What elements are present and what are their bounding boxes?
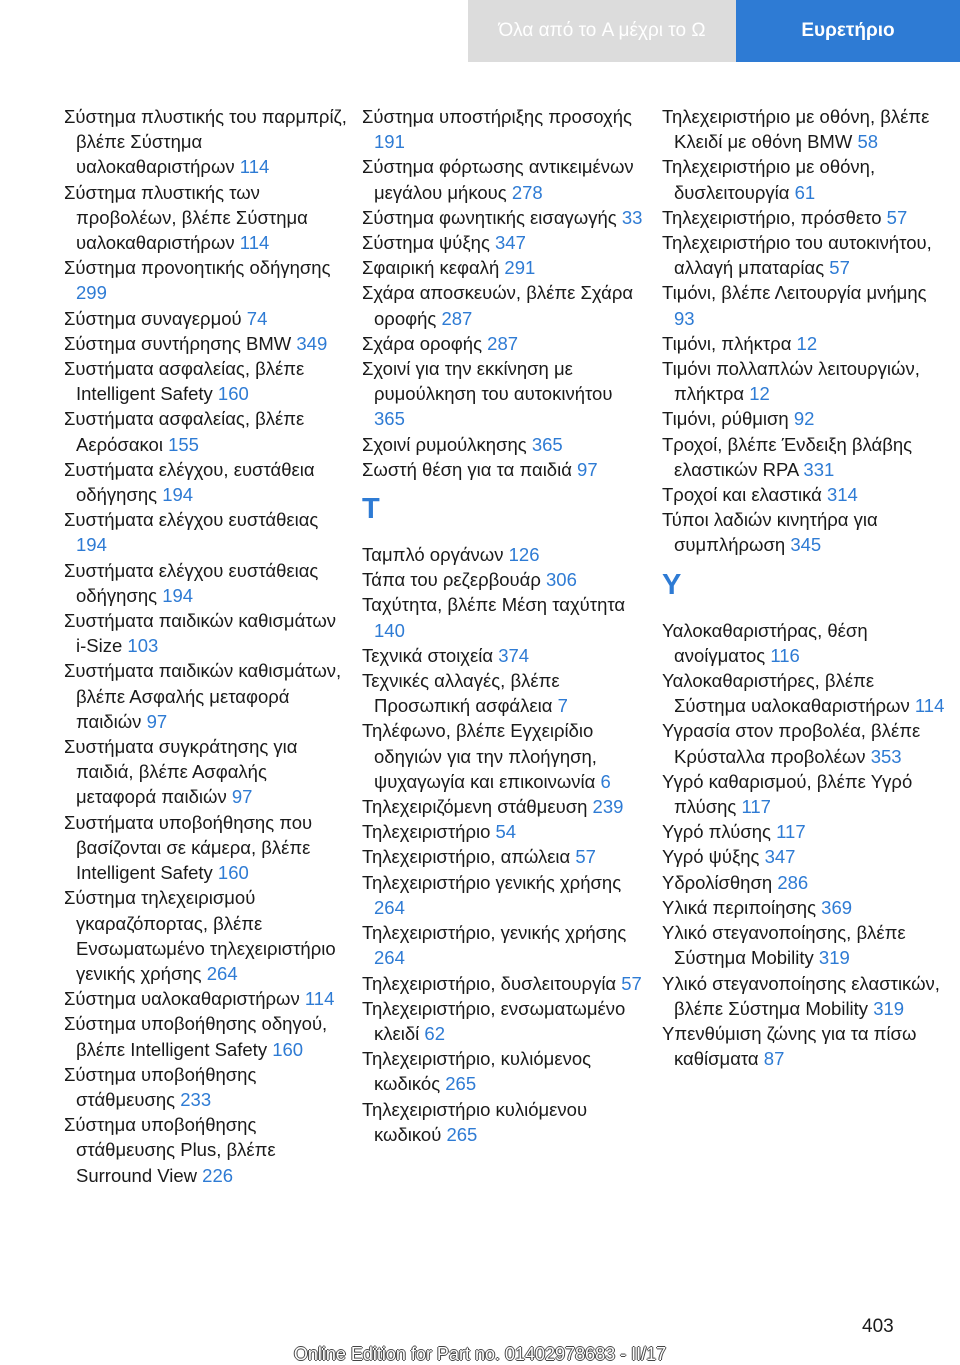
index-entry bbox=[64, 658, 350, 734]
index-entry bbox=[662, 154, 948, 204]
index-entry-text: Σύστημα υαλοκαθαριστήρων bbox=[64, 988, 300, 1010]
index-entry bbox=[362, 567, 648, 592]
index-entry bbox=[64, 558, 350, 608]
page-reference-link[interactable]: 117 bbox=[741, 796, 771, 818]
page-reference-link[interactable]: 117 bbox=[776, 821, 806, 843]
page-reference-link[interactable]: 365 bbox=[531, 433, 563, 455]
index-entry bbox=[662, 870, 948, 895]
index-entry bbox=[662, 205, 948, 230]
page-reference-link[interactable]: 97 bbox=[146, 710, 168, 732]
page-reference-link[interactable]: 97 bbox=[231, 786, 253, 808]
index-entry-text: Σύστημα πλυστικής του παρμπρίζ, βλέπε Σύστημα υαλοκαθαριστήρων bbox=[64, 106, 347, 178]
page-reference-link[interactable]: 347 bbox=[495, 232, 526, 254]
index-entry bbox=[64, 608, 350, 658]
page-reference-link[interactable]: 239 bbox=[592, 796, 624, 818]
index-entry bbox=[362, 457, 648, 482]
index-entry bbox=[362, 356, 648, 432]
index-entry-text: Τεχνικές αλλαγές, βλέπε Προσωπική ασφάλεια bbox=[362, 670, 560, 717]
page-reference-link[interactable]: 12 bbox=[749, 383, 770, 405]
index-entry-text: Σύστημα ψύξης bbox=[362, 232, 490, 254]
page-reference-link[interactable]: 349 bbox=[296, 332, 328, 354]
index-entry bbox=[362, 230, 648, 255]
index-entry-text: Τιμόνι πολλαπλών λειτουργιών, πλήκτρα bbox=[662, 358, 920, 405]
index-entry bbox=[362, 668, 648, 718]
index-entry bbox=[362, 819, 648, 844]
page-reference-link[interactable]: 57 bbox=[886, 206, 908, 228]
page-reference-link[interactable]: 155 bbox=[168, 433, 199, 455]
page-number: 403 bbox=[862, 1316, 894, 1337]
header-index-tab[interactable]: Ευρετήριο bbox=[736, 0, 960, 62]
page-reference-link[interactable]: 140 bbox=[374, 619, 405, 641]
index-entry-text: Τηλεχειριστήριο, ενσωματωμένο κλειδί bbox=[362, 997, 626, 1044]
index-entry-text: Υγρό καθαρισμού, βλέπε Υγρό πλύσης bbox=[662, 770, 913, 818]
page-reference-link[interactable]: 87 bbox=[763, 1048, 785, 1070]
index-entry bbox=[362, 1097, 648, 1147]
index-entry bbox=[64, 986, 350, 1011]
index-entry-text: Σύστημα πλυστικής των προβολέων, βλέπε Σύστημα υαλοκαθαριστήρων bbox=[64, 181, 308, 254]
index-entry bbox=[662, 971, 948, 1021]
index-entry-text: Σχάρα οροφής bbox=[362, 332, 483, 354]
index-entry bbox=[662, 844, 948, 869]
page-reference-link[interactable]: 160 bbox=[272, 1038, 304, 1060]
index-entry-text: Τηλεχειριστήριο γενικής χρήσης bbox=[362, 871, 622, 893]
index-entry-text: Τηλεχειριστήριο κυλιόμενου κωδικού bbox=[362, 1098, 588, 1145]
page-reference-link[interactable]: 194 bbox=[162, 484, 194, 506]
page-reference-link[interactable]: 264 bbox=[374, 896, 405, 918]
page-reference-link[interactable]: 265 bbox=[445, 1073, 477, 1095]
page-reference-link[interactable]: 160 bbox=[217, 383, 249, 405]
index-entry-text: Τιμόνι, πλήκτρα bbox=[662, 332, 792, 354]
page-reference-link[interactable]: 287 bbox=[487, 332, 519, 354]
index-entry-text: Τιμόνι, βλέπε Λειτουργία μνήμης bbox=[662, 282, 927, 304]
index-column-3 bbox=[662, 104, 948, 1071]
index-entry-text: Τάπα του ρεζερβουάρ bbox=[362, 569, 541, 591]
index-entry-text: Συστήματα παιδικών καθισμάτων i‑Size bbox=[64, 610, 337, 657]
page-reference-link[interactable]: 314 bbox=[826, 484, 858, 506]
index-entry-text: Υαλοκαθαριστήρες, βλέπε Σύστημα υαλοκαθαριστήρων bbox=[662, 670, 910, 717]
index-entry-text: Τηλεχειριστήριο, απώλεια bbox=[362, 846, 571, 868]
index-column-2 bbox=[362, 104, 648, 1147]
page-reference-link[interactable]: 33 bbox=[621, 206, 643, 228]
page-reference-link[interactable]: 114 bbox=[914, 695, 945, 717]
index-entry bbox=[64, 104, 350, 180]
index-letter-heading: T bbox=[362, 493, 380, 526]
edition-footer: Online Edition for Part no. 01402978683 - II/17 bbox=[293, 1344, 667, 1364]
index-entry bbox=[362, 205, 648, 230]
index-entry bbox=[662, 718, 948, 768]
index-entry-text: Τηλέφωνο, βλέπε Εγχειρίδιο οδηγιών για την πλοήγηση, ψυχαγωγία και επικοινωνία bbox=[362, 720, 597, 792]
index-entry-text: Σύστημα τηλεχειρισμού γκαραζόπορτας, βλέπε Ενσωματωμένο τηλεχειριστήριο γενικής χρήσης bbox=[64, 887, 336, 984]
index-entry bbox=[362, 154, 648, 204]
page-reference-link[interactable]: 12 bbox=[796, 332, 818, 354]
page-reference-link[interactable]: 61 bbox=[794, 181, 816, 203]
index-entry bbox=[662, 356, 948, 406]
page-reference-link[interactable]: 353 bbox=[870, 745, 902, 767]
index-entry bbox=[362, 870, 648, 920]
index-entry bbox=[362, 331, 648, 356]
index-entry bbox=[662, 920, 948, 970]
index-entry-text: Συστήματα ελέγχου, ευστάθεια οδήγησης bbox=[64, 458, 315, 506]
page-reference-link[interactable]: 58 bbox=[857, 131, 879, 153]
index-entry-text: Σύστημα υποβοήθησης στάθμευσης bbox=[64, 1063, 257, 1110]
index-entry-text: Σχοινί ρυμούλκησης bbox=[362, 433, 527, 455]
index-entry-text: Ταμπλό οργάνων bbox=[362, 544, 504, 566]
index-entry bbox=[662, 1021, 948, 1071]
index-entry bbox=[64, 885, 350, 986]
page-reference-link[interactable]: 194 bbox=[76, 534, 107, 556]
index-entry bbox=[64, 507, 350, 557]
index-entry-text: Τιμόνι, ρύθμιση bbox=[662, 408, 789, 430]
index-entry-text: Συστήματα ασφαλείας, βλέπε Intelligent Safety bbox=[64, 358, 305, 405]
index-entry bbox=[64, 1112, 350, 1188]
index-entry bbox=[64, 810, 350, 886]
index-entry bbox=[662, 104, 948, 154]
index-entry-text: Σύστημα υποστήριξης προσοχής bbox=[362, 106, 632, 127]
index-entry bbox=[362, 920, 648, 970]
page-reference-link[interactable]: 160 bbox=[217, 862, 249, 884]
page-reference-link[interactable]: 226 bbox=[202, 1164, 234, 1186]
index-entry-text: Ταχύτητα, βλέπε Μέση ταχύτητα bbox=[362, 594, 626, 616]
index-entry-text: Συστήματα παιδικών καθισμάτων, βλέπε Ασφαλής μεταφορά παιδιών bbox=[64, 660, 342, 732]
page-reference-link[interactable]: 126 bbox=[508, 544, 540, 566]
page-reference-link[interactable]: 264 bbox=[206, 962, 238, 984]
page-reference-link[interactable]: 369 bbox=[821, 896, 853, 918]
index-entry bbox=[64, 1062, 350, 1112]
page-reference-link[interactable]: 299 bbox=[76, 282, 107, 304]
page-reference-link[interactable]: 57 bbox=[829, 257, 850, 279]
index-entry-text: Τηλεχειριστήριο, δυσλειτουργία bbox=[362, 972, 617, 994]
index-entry bbox=[64, 1011, 350, 1061]
page-reference-link[interactable]: 306 bbox=[546, 569, 577, 591]
index-entry bbox=[662, 895, 948, 920]
index-entry-text: Τηλεχειριστήριο με οθόνη, βλέπε Κλειδί με οθόνη BMW bbox=[662, 106, 930, 153]
index-entry-text: Σφαιρική κεφαλή bbox=[362, 257, 500, 279]
page-reference-link[interactable]: 286 bbox=[777, 871, 809, 893]
index-entry-text: Συστήματα ελέγχου ευστάθειας οδήγησης bbox=[64, 559, 319, 606]
page-reference-link[interactable]: 331 bbox=[803, 458, 835, 480]
index-entry-text: Σύστημα φωνητικής εισαγωγής bbox=[362, 206, 617, 228]
index-entry bbox=[662, 230, 948, 280]
index-entry-text: Σύστημα συντήρησης BMW bbox=[64, 332, 292, 354]
index-entry-text: Τηλεχειριστήριο, πρόσθετο bbox=[662, 206, 882, 228]
index-entry bbox=[64, 180, 350, 256]
index-entry-text: Υλικά περιποίησης bbox=[662, 896, 817, 918]
page-reference-link[interactable]: 97 bbox=[577, 458, 598, 480]
index-entry bbox=[64, 255, 350, 305]
page-reference-link[interactable]: 291 bbox=[504, 257, 536, 279]
index-entry bbox=[662, 331, 948, 356]
index-entry-text: Συστήματα συγκράτησης για παιδιά, βλέπε Ασφαλής μεταφορά παιδιών bbox=[64, 736, 298, 808]
index-entry bbox=[662, 618, 948, 668]
index-entry bbox=[662, 406, 948, 431]
page-reference-link[interactable]: 54 bbox=[495, 821, 517, 843]
page-reference-link[interactable]: 191 bbox=[374, 131, 405, 153]
page-header bbox=[0, 0, 960, 62]
index-entry-text: Σχάρα αποσκευών, βλέπε Σχάρα οροφής bbox=[362, 282, 634, 329]
page-reference-link[interactable]: 319 bbox=[873, 997, 905, 1019]
page-reference-link[interactable]: 93 bbox=[674, 307, 695, 329]
index-entry bbox=[662, 507, 948, 557]
page-reference-link[interactable]: 74 bbox=[246, 307, 268, 329]
index-entry bbox=[662, 280, 948, 330]
page-reference-link[interactable]: 57 bbox=[621, 972, 642, 994]
index-entry-text: Σύστημα συναγερμού bbox=[64, 307, 242, 329]
page-reference-link[interactable]: 103 bbox=[127, 635, 159, 657]
page-reference-link[interactable]: 287 bbox=[441, 307, 473, 329]
index-entry bbox=[362, 1046, 648, 1096]
index-entry-text: Συστήματα υποβοήθησης που βασίζονται σε κάμερα, βλέπε Intelligent Safety bbox=[64, 811, 313, 884]
index-entry bbox=[362, 718, 648, 794]
index-entry-text: Σχοινί για την εκκίνηση με ρυμούλκηση του αυτοκινήτου bbox=[362, 358, 613, 405]
page-reference-link[interactable]: 57 bbox=[575, 846, 596, 868]
page-reference-link[interactable]: 7 bbox=[557, 695, 568, 717]
index-entry-text: Υλικό στεγανοποίησης, βλέπε Σύστημα Mobility bbox=[662, 922, 906, 969]
page-reference-link[interactable]: 114 bbox=[239, 156, 270, 178]
index-entry bbox=[362, 971, 648, 996]
index-entry-text: Σύστημα φόρτωσης αντικειμένων μεγάλου μήκους bbox=[362, 156, 634, 203]
index-entry-text: Τηλεχειριστήριο του αυτοκινήτου, αλλαγή μπαταρίας bbox=[662, 232, 932, 279]
index-entry-text: Σύστημα υποβοήθησης στάθμευσης Plus, βλέπε Surround View bbox=[64, 1114, 276, 1186]
index-entry bbox=[64, 356, 350, 406]
index-entry bbox=[662, 668, 948, 718]
page-reference-link[interactable]: 114 bbox=[239, 232, 270, 254]
page-reference-link[interactable]: 92 bbox=[793, 408, 815, 430]
index-entry-text: Τύποι λαδιών κινητήρα για συμπλήρωση bbox=[662, 509, 878, 556]
index-entry bbox=[362, 996, 648, 1046]
index-entry-text: Υαλοκαθαριστήρας, θέση ανοίγματος bbox=[662, 619, 868, 666]
index-entry-text: Υγρασία στον προβολέα, βλέπε Κρύσταλλα προβολέων bbox=[662, 720, 921, 767]
page-reference-link[interactable]: 347 bbox=[764, 846, 796, 868]
page-reference-link[interactable]: 6 bbox=[600, 770, 611, 792]
index-entry bbox=[64, 457, 350, 507]
page-reference-link[interactable]: 194 bbox=[162, 584, 194, 606]
index-entry bbox=[64, 331, 350, 356]
index-entry bbox=[362, 643, 648, 668]
index-entry-text: Υδρολίσθηση bbox=[662, 871, 773, 893]
index-entry-text: Υλικό στεγανοποίησης ελαστικών, βλέπε Σύστημα Mobility bbox=[662, 972, 940, 1019]
index-entry-text: Σωστή θέση για τα παιδιά bbox=[362, 458, 572, 480]
index-entry bbox=[362, 104, 648, 154]
index-entry-text: Συστήματα ασφαλείας, βλέπε Αερόσακοι bbox=[64, 408, 305, 455]
page-reference-link[interactable]: 265 bbox=[446, 1123, 478, 1145]
index-entry-text: Σύστημα προνοητικής οδήγησης bbox=[64, 257, 331, 279]
page-reference-link[interactable]: 345 bbox=[790, 534, 822, 556]
page-reference-link[interactable]: 62 bbox=[424, 1022, 445, 1044]
page-reference-link[interactable]: 374 bbox=[498, 644, 530, 666]
index-entry-text: Υγρό ψύξης bbox=[662, 846, 760, 868]
index-entry-text: Τηλεχειριστήριο, γενικής χρήσης bbox=[362, 922, 627, 944]
index-entry-text: Τηλεχειριζόμενη στάθμευση bbox=[362, 796, 588, 818]
index-entry bbox=[362, 794, 648, 819]
page-reference-link[interactable]: 365 bbox=[374, 408, 405, 430]
index-entry-text: Τροχοί, βλέπε Ένδειξη βλάβης ελαστικών RPA bbox=[662, 433, 913, 480]
index-column-1 bbox=[64, 104, 350, 1188]
index-entry bbox=[662, 819, 948, 844]
page-reference-link[interactable]: 278 bbox=[511, 181, 543, 203]
page-reference-link[interactable]: 319 bbox=[818, 947, 850, 969]
page-reference-link[interactable]: 233 bbox=[180, 1088, 212, 1110]
index-entry-text: Τεχνικά στοιχεία bbox=[362, 644, 494, 666]
index-entry-text: Σύστημα υποβοήθησης οδηγού, βλέπε Intelligent Safety bbox=[64, 1013, 328, 1060]
index-entry-text: Συστήματα ελέγχου ευστάθειας bbox=[64, 509, 319, 531]
index-entry-text: Υπενθύμιση ζώνης για τα πίσω καθίσματα bbox=[662, 1022, 917, 1070]
page-reference-link[interactable]: 114 bbox=[304, 988, 335, 1010]
index-entry bbox=[64, 734, 350, 810]
index-entry-text: Τηλεχειριστήριο bbox=[362, 821, 491, 843]
index-entry bbox=[64, 406, 350, 456]
page-reference-link[interactable]: 264 bbox=[374, 947, 405, 969]
index-entry-text: Υγρό πλύσης bbox=[662, 821, 771, 843]
page-reference-link[interactable]: 116 bbox=[770, 644, 800, 666]
index-entry-text: Τηλεχειριστήριο με οθόνη, δυσλειτουργία bbox=[662, 156, 876, 203]
index-entry-text: Τροχοί και ελαστικά bbox=[662, 484, 822, 506]
index-entry bbox=[362, 542, 648, 567]
index-entry bbox=[362, 280, 648, 330]
header-section-tab[interactable]: Όλα από το A μέχρι το Ω bbox=[468, 0, 736, 62]
index-entry bbox=[662, 769, 948, 819]
index-entry bbox=[362, 255, 648, 280]
index-entry-text: Τηλεχειριστήριο, κυλιόμενος κωδικός bbox=[362, 1048, 592, 1095]
index-entry bbox=[362, 844, 648, 869]
index-entry bbox=[662, 432, 948, 482]
index-entry bbox=[64, 306, 350, 331]
index-entry bbox=[362, 432, 648, 457]
index-letter-heading: Y bbox=[662, 568, 682, 601]
index-entry bbox=[662, 482, 948, 507]
index-entry bbox=[362, 592, 648, 642]
